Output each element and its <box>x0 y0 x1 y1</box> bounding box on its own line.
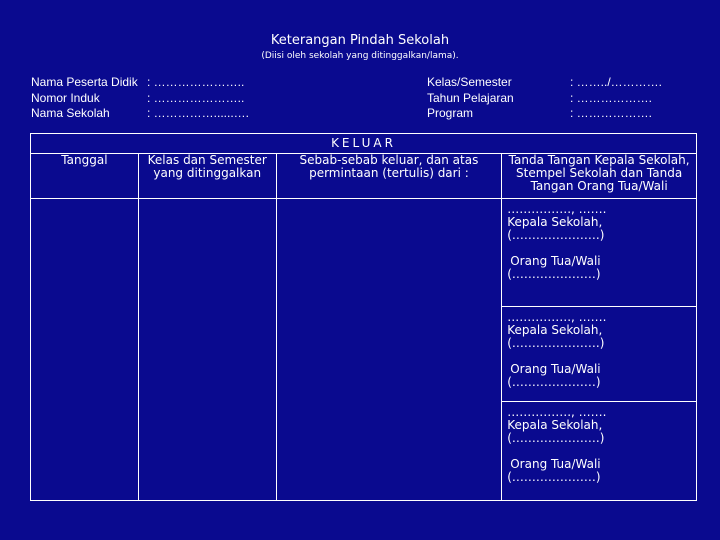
student-name-label: Nama Peserta Didik <box>31 75 138 89</box>
student-info-values <box>147 75 249 122</box>
student-number-label: Nomor Induk <box>31 90 100 105</box>
section-title: KELUAR <box>31 134 697 154</box>
class-semester-label: Kelas/Semester <box>427 75 512 89</box>
class-info-values <box>570 75 662 122</box>
school-name-field: : ……………......…. <box>147 106 250 120</box>
parent-name-line: (…………………) <box>507 470 601 484</box>
parent-title: Orang Tua/Wali <box>510 362 601 376</box>
column-header-date: Tanggal <box>31 154 139 199</box>
school-name-label: Nama Sekolah <box>31 106 110 120</box>
parent-title: Orang Tua/Wali <box>510 254 601 268</box>
column-header-reason: Sebab-sebab keluar, dan atas permintaan (tertulis) dari : <box>276 154 502 199</box>
head-name-line: (………………….) <box>507 336 605 350</box>
place-date-line: ……………., ……. <box>507 202 607 216</box>
reason-cell <box>276 199 502 501</box>
class-semester-field: : ……../…………. <box>570 75 663 89</box>
signature-block <box>502 199 697 307</box>
parent-name-line: (…………………) <box>507 375 601 389</box>
place-date-line: ……………., ……. <box>507 405 607 419</box>
student-info-labels <box>31 75 138 122</box>
class-cell <box>138 199 276 501</box>
program-label: Program <box>427 106 474 120</box>
head-title: Kepala Sekolah, <box>507 323 603 337</box>
transfer-out-table <box>30 133 697 501</box>
student-name-field: : ………………….. <box>147 75 245 89</box>
head-name-line: (………………….) <box>507 431 605 445</box>
head-title: Kepala Sekolah, <box>507 418 603 432</box>
signature-block <box>502 402 697 501</box>
column-header-signature: Tanda Tangan Kepala Sekolah, Stempel Sekolah dan Tanda Tangan Orang Tua/Wali <box>502 154 697 199</box>
head-name-line: (………………….) <box>507 228 605 242</box>
page-title: Keterangan Pindah Sekolah <box>270 33 450 48</box>
page-subtitle: (Diisi oleh sekolah yang ditinggalkan/lama). <box>261 51 459 61</box>
school-year-label: Tahun Pelajaran <box>427 90 514 105</box>
parent-title: Orang Tua/Wali <box>510 457 601 471</box>
head-title: Kepala Sekolah, <box>507 215 603 229</box>
class-info-labels <box>427 75 514 122</box>
student-number-field: : ………………….. <box>147 90 245 105</box>
parent-name-line: (…………………) <box>507 267 601 281</box>
signature-block <box>502 307 697 402</box>
program-field: : ………………. <box>570 106 653 120</box>
date-cell <box>31 199 139 501</box>
place-date-line: ……………., ……. <box>507 310 607 324</box>
column-header-class: Kelas dan Semester yang ditinggalkan <box>138 154 276 199</box>
school-year-field: : ………………. <box>570 90 653 105</box>
